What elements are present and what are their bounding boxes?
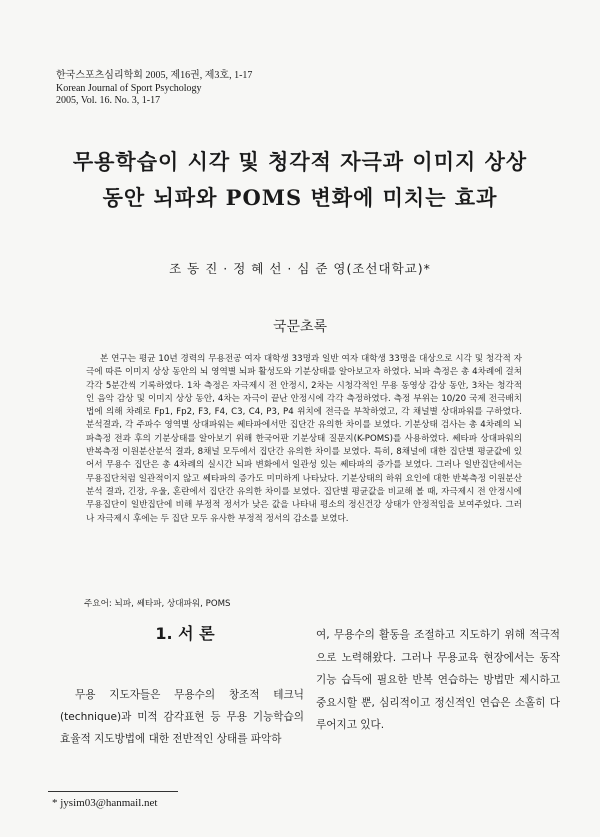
author-line: 조 동 진 · 정 혜 선 · 심 준 영(조선대학교)* [169,261,431,276]
intro-column-left: 무용 지도자들은 무용수의 창조적 테크닉(technique)과 미적 감각표현 등 무용 기능학습의 효율적 지도방법에 대한 전반적인 상태를 파악하 [60,689,304,745]
journal-line-korean: 한국스포츠심리학회 2005, 제16권, 제3호, 1-17 [56,70,253,81]
footnote-email: * jysim03@hanmail.net [52,797,158,809]
abstract-body: 본 연구는 평균 10년 경력의 무용전공 여자 대학생 33명과 일반 여자 대학생 33명을 대상으로 시각 및 청각적 자극에 따른 이미지 상상 동안의 뇌 영역별 뇌파 활성도와 기분상태를 알아보고자 하였다. 뇌파 측정은 총 4차례에 걸쳐 각각 5분간씩 기록하였다. 1차 측정은 자극제시 전 안정시, 2차는 시청각적인 무용 동영상 감상 동안, 3차는 청각적인 음악 감상 및 이미지 상상 동안, 4차는 자극이 끝난 안정시에 각각 측정하였다. 측정 부위는 10/20 국제 전극배치법에 의해 차례로 Fp1, Fp2, F3, F4, C3, C4, P3, P4 위치에 전극을 부착하였고, 각 채널별 상대파워를 구하였다. 분석결과, 각 주파수 영역별 상대파워는 쎄타파에서만 집단간 유의한 차이를 보였다. 기분상태 검사는 총 4차례의 뇌파측정 전과 후의 기분상태를 알아보기 위해 한국어판 기분상태 질문지(K-POMS)를 사용하였다. 쎄타파 상대파워의 반복측정 이원분산분석 결과, 8채널 모두에서 집단간 유의한 차이를 보였다. 특히, 8채널에 대한 집단별 평균값에 있어서 무용수 집단은 총 4차례의 실시간 뇌파 변화에서 일관성 있는 쎄타파의 증가를 보였다. 그러나 일반집단에서는 무용집단처럼 일관적이지 않고 쎄타파의 증가도 미미하게 나타났다. 기분상태의 하위 요인에 대한 반복측정 이원분산분석 결과, 긴장, 우울, 혼란에서 집단간 유의한 차이를 보였다. 집단별 평균값을 비교해 볼 때, 자극제시 전 안정시에 무용집단이 일반집단에 비해 부정적 정서가 낮은 값을 나타내 평소의 정신건강 상태가 안정적임을 보여주었다. 그러나 자극제시 후에는 두 집단 모두 유사한 부정적 정서의 감소를 보였다. [86,354,522,524]
journal-citation [56,70,252,108]
journal-line-volume: 2005, Vol. 16. No. 3, 1-17 [56,95,161,106]
keywords: 주요어: 뇌파, 쎄타파, 상대파워, POMS [84,599,231,609]
journal-line-english: Korean Journal of Sport Psychology [56,82,202,94]
intro-column-right: 여, 무용수의 활동을 조절하고 지도하기 위해 적극적으로 노력해왔다. 그러나 무용교육 현장에서는 동작기능 습득에 필요한 반복 연습하는 방법만 제시하고 중요시할 뿐, 심리적이고 정신적인 연습은 소홀히 다루어지고 있다. [316,629,560,731]
footnote-rule [48,791,178,792]
paper-title-line-1: 무용학습이 시각 및 청각적 자극과 이미지 상상 [72,149,528,174]
section-heading-introduction: 1. 서 론 [155,624,215,643]
abstract-heading: 국문초록 [272,319,328,335]
paper-title-line-2: 동안 뇌파와 POMS 변화에 미치는 효과 [102,185,498,210]
